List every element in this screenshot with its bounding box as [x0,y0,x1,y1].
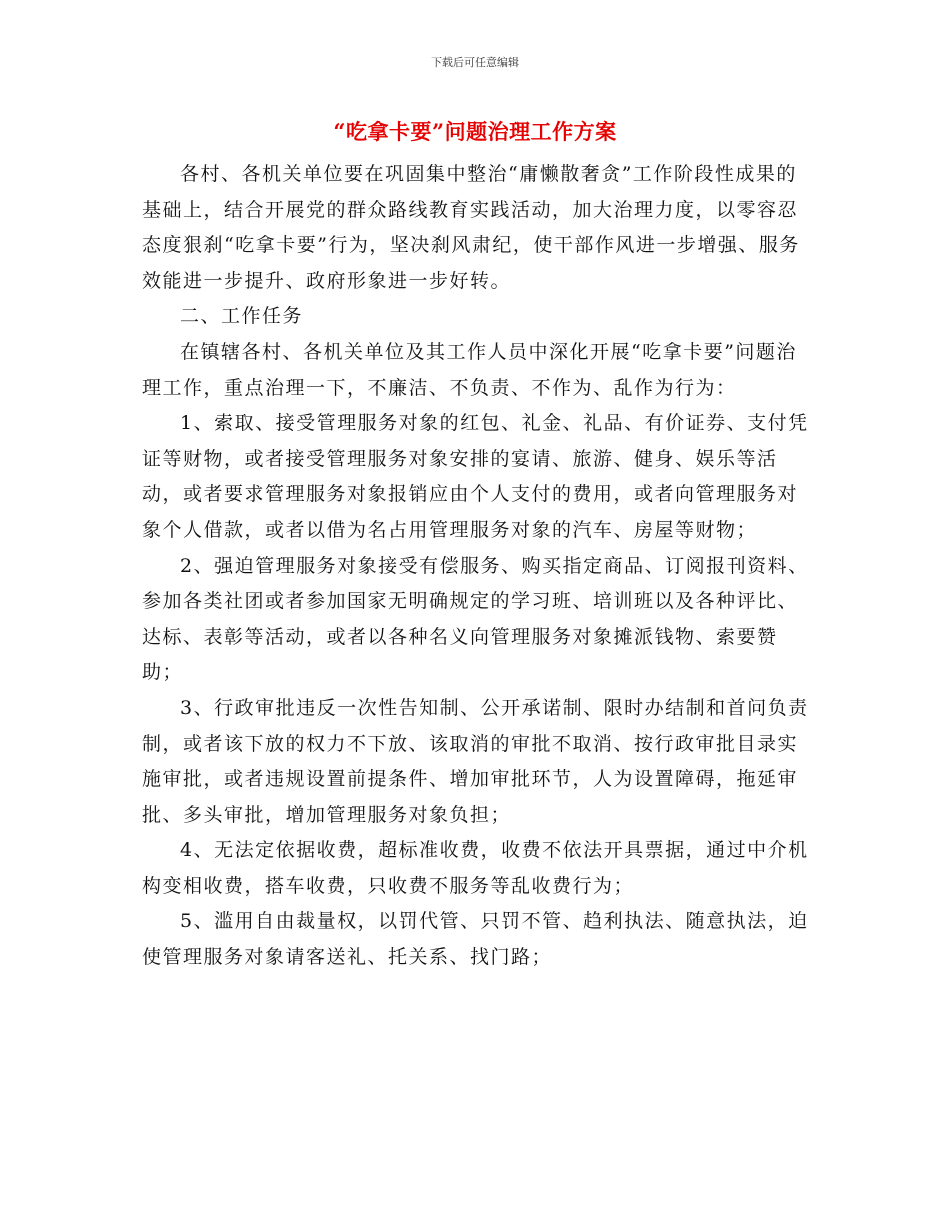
header-note: 下载后可任意编辑 [431,56,519,69]
paragraph-scope: 在镇辖各村、各机关单位及其工作人员中深化开展“吃拿卡要”问题治理工作，重点治理一下，不廉洁、不负责、不作为、乱作为行为： [142,340,797,399]
list-item-4: 4、无法定依据收费，超标准收费，收费不依法开具票据，通过中介机构变相收费，搭车收费，只收费不服务等乱收费行为； [142,839,809,897]
list-item-2: 2、强迫管理服务对象接受有偿服务、购买指定商品、订阅报刊资料、参加各类社团或者参加国家无明确规定的学习班、培训班以及各种评比、达标、表彰等活动，或者以各种名义向管理服务对象摊派钱物、索要赞助； [142,554,809,684]
document-body [142,157,810,976]
list-item-5: 5、滥用自由裁量权，以罚代管、只罚不管、趋利执法、随意执法，迫使管理服务对象请客送礼、托关系、找门路； [142,910,809,969]
list-item-1: 1、索取、接受管理服务对象的红包、礼金、礼品、有价证券、支付凭证等财物，或者接受管理服务对象安排的宴请、旅游、健身、娱乐等活动，或者要求管理服务对象报销应由个人支付的费用，或者向管理服务对象个人借款，或者以借为名占用管理服务对象的汽车、房屋等财物； [142,412,809,541]
paragraph-intro: 各村、各机关单位要在巩固集中整治“庸懒散奢贪”工作阶段性成果的基础上，结合开展党的群众路线教育实践活动，加大治理力度，以零容忍态度狠刹“吃拿卡要”行为，坚决刹风肃纪，使干部作风进一步增强、服务效能进一步提升、政府形象进一步好转。 [142,163,800,292]
section-heading-tasks: 二、工作任务 [180,305,304,328]
list-item-3: 3、行政审批违反一次性告知制、公开承诺制、限时办结制和首问负责制，或者该下放的权力不下放、该取消的审批不取消、按行政审批目录实施审批，或者违规设置前提条件、增加审批环节，人为设置障碍，拖延审批、多头审批，增加管理服务对象负担； [142,696,809,826]
document-title: “吃拿卡要”问题治理工作方案 [333,119,617,144]
